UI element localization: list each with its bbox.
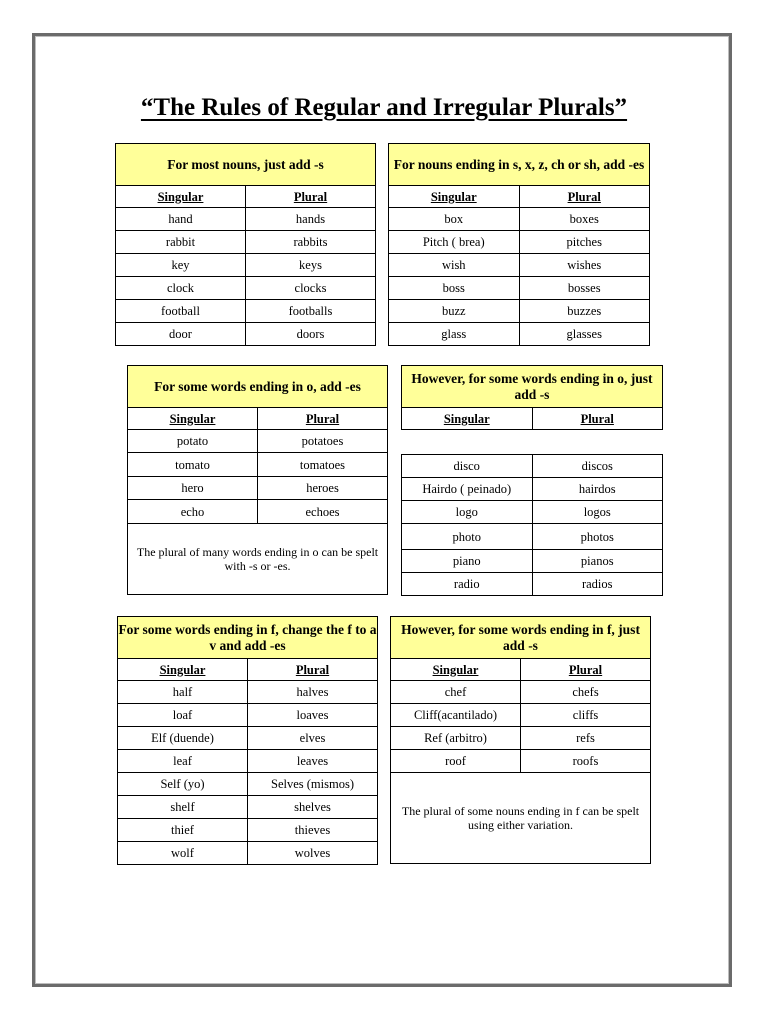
plural-header: Plural — [521, 659, 651, 681]
plural-cell: echoes — [258, 500, 388, 524]
plural-cell: doors — [246, 323, 376, 346]
plural-cell: clocks — [246, 277, 376, 300]
singular-cell: hand — [116, 208, 246, 231]
plural-header: Plural — [532, 408, 663, 430]
page-title: “The Rules of Regular and Irregular Plurals” — [140, 94, 628, 121]
plural-cell: pitches — [519, 231, 650, 254]
singular-cell: roof — [391, 750, 521, 773]
table-heading: However, for some words ending in o, just add -s — [402, 366, 663, 408]
singular-header: Singular — [402, 408, 533, 430]
plural-cell: leaves — [248, 750, 378, 773]
singular-cell: boss — [389, 277, 520, 300]
plural-header: Plural — [246, 186, 376, 208]
singular-cell: rabbit — [116, 231, 246, 254]
singular-cell: leaf — [118, 750, 248, 773]
singular-cell: door — [116, 323, 246, 346]
singular-cell: shelf — [118, 796, 248, 819]
singular-cell: football — [116, 300, 246, 323]
plural-cell: elves — [248, 727, 378, 750]
plural-header: Plural — [248, 659, 378, 681]
note-text: The plural of some nouns ending in f can be spelt using either variation. — [391, 773, 651, 864]
singular-cell: wish — [389, 254, 520, 277]
plural-cell: logos — [532, 501, 663, 524]
note-text: The plural of many words ending in o can be spelt with -s or -es. — [128, 524, 388, 595]
f-to-v-table — [117, 616, 378, 865]
singular-cell: logo — [402, 501, 533, 524]
plural-cell: glasses — [519, 323, 650, 346]
table-heading: However, for some words ending in f, just add -s — [391, 617, 651, 659]
singular-cell: buzz — [389, 300, 520, 323]
plural-cell: photos — [532, 524, 663, 550]
singular-cell: clock — [116, 277, 246, 300]
singular-cell: loaf — [118, 704, 248, 727]
singular-cell: key — [116, 254, 246, 277]
plural-cell: rabbits — [246, 231, 376, 254]
plural-cell: wolves — [248, 842, 378, 865]
singular-header: Singular — [128, 408, 258, 430]
singular-header: Singular — [118, 659, 248, 681]
blank-row — [402, 430, 663, 455]
plural-cell: pianos — [532, 550, 663, 573]
plural-cell: potatoes — [258, 430, 388, 453]
plural-cell: refs — [521, 727, 651, 750]
singular-cell: thief — [118, 819, 248, 842]
singular-cell: echo — [128, 500, 258, 524]
plural-cell: cliffs — [521, 704, 651, 727]
singular-cell: Ref (arbitro) — [391, 727, 521, 750]
plural-header: Plural — [519, 186, 650, 208]
plural-cell: chefs — [521, 681, 651, 704]
plural-cell: shelves — [248, 796, 378, 819]
singular-cell: radio — [402, 573, 533, 596]
singular-header: Singular — [389, 186, 520, 208]
table-heading: For some words ending in f, change the f to a v and add -es — [118, 617, 378, 659]
singular-cell: tomato — [128, 453, 258, 477]
f-add-s-table — [390, 616, 651, 864]
plural-cell: loaves — [248, 704, 378, 727]
singular-cell: Hairdo ( peinado) — [402, 478, 533, 501]
plural-cell: tomatoes — [258, 453, 388, 477]
table-heading: For nouns ending in s, x, z, ch or sh, add -es — [389, 144, 650, 186]
plural-cell: hands — [246, 208, 376, 231]
plural-cell: bosses — [519, 277, 650, 300]
plural-cell: halves — [248, 681, 378, 704]
singular-cell: glass — [389, 323, 520, 346]
plural-cell: discos — [532, 455, 663, 478]
plural-cell: Selves (mismos) — [248, 773, 378, 796]
singular-cell: Cliff(acantilado) — [391, 704, 521, 727]
singular-cell: chef — [391, 681, 521, 704]
plural-header: Plural — [258, 408, 388, 430]
singular-cell: half — [118, 681, 248, 704]
singular-cell: Elf (duende) — [118, 727, 248, 750]
singular-cell: piano — [402, 550, 533, 573]
singular-header: Singular — [116, 186, 246, 208]
table-heading: For some words ending in o, add -es — [128, 366, 388, 408]
singular-cell: wolf — [118, 842, 248, 865]
o-add-s-table — [401, 365, 663, 596]
plural-cell: radios — [532, 573, 663, 596]
singular-cell: disco — [402, 455, 533, 478]
singular-cell: Self (yo) — [118, 773, 248, 796]
plural-cell: thieves — [248, 819, 378, 842]
plural-cell: buzzes — [519, 300, 650, 323]
singular-cell: potato — [128, 430, 258, 453]
table-heading: For most nouns, just add -s — [116, 144, 376, 186]
most-nouns-table — [115, 143, 376, 346]
singular-cell: hero — [128, 477, 258, 500]
plural-cell: wishes — [519, 254, 650, 277]
plural-cell: roofs — [521, 750, 651, 773]
plural-cell: footballs — [246, 300, 376, 323]
plural-cell: keys — [246, 254, 376, 277]
singular-cell: photo — [402, 524, 533, 550]
o-add-es-table — [127, 365, 388, 595]
plural-cell: hairdos — [532, 478, 663, 501]
singular-header: Singular — [391, 659, 521, 681]
singular-cell: Pitch ( brea) — [389, 231, 520, 254]
s-x-z-ch-sh-table — [388, 143, 650, 346]
plural-cell: heroes — [258, 477, 388, 500]
singular-cell: box — [389, 208, 520, 231]
plural-cell: boxes — [519, 208, 650, 231]
